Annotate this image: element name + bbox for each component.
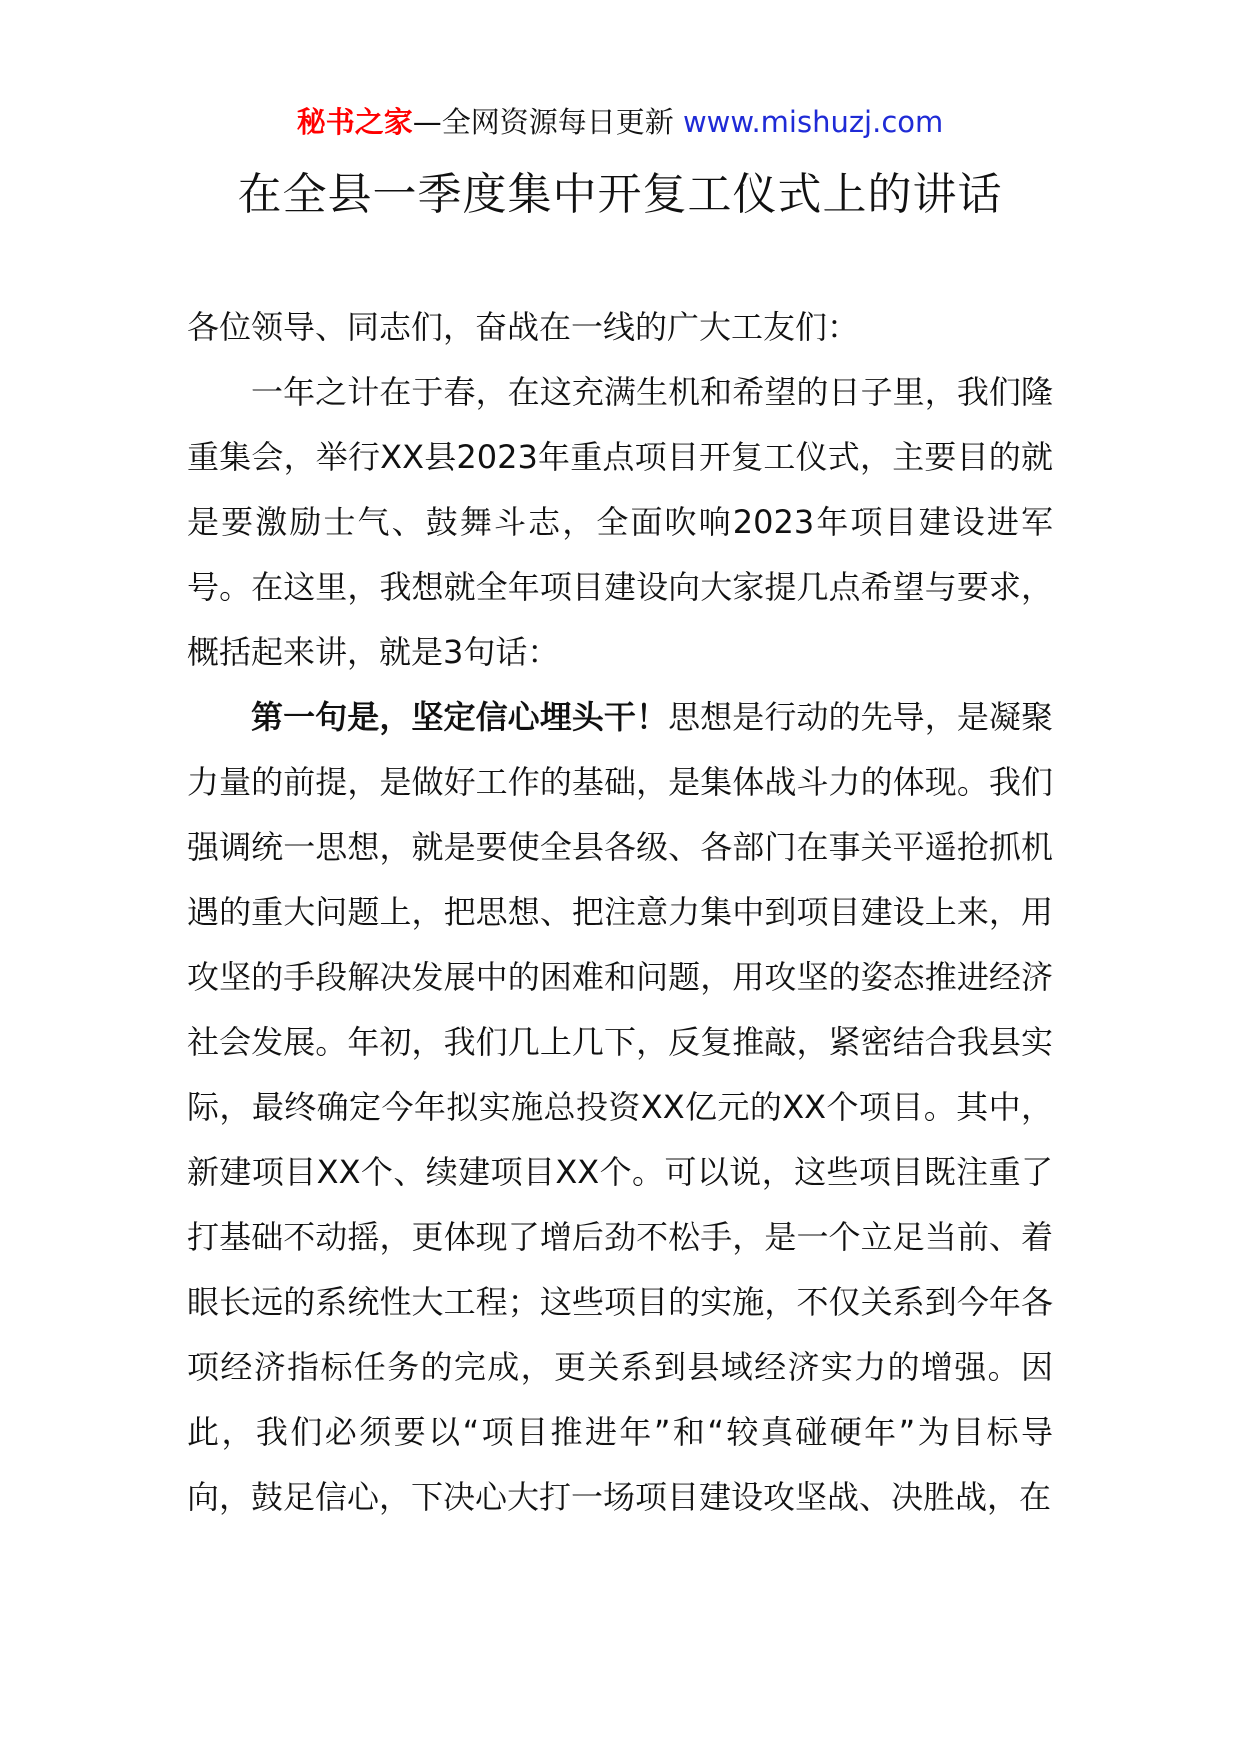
paragraph-opening: 一年之计在于春，在这充满生机和希望的日子里，我们隆重集会，举行XX县2023年重点项目开复工仪式，主要目的就是要激励士气、鼓舞斗志，全面吹响2023年项目建设进军号。在这里，我想就全年项目建设向大家提几点希望与要求，概括起来讲，就是3句话： bbox=[187, 373, 1053, 671]
site-header bbox=[0, 102, 1240, 142]
site-brand: 秘书之家 bbox=[296, 105, 413, 139]
first-point-text: 思想是行动的先导，是凝聚力量的前提，是做好工作的基础，是集体战斗力的体现。我们强调统一思想，就是要使全县各级、各部门在事关平遥抢抓机遇的重大问题上，把思想、把注意力集中到项目建设上来，用攻坚的手段解决发展中的困难和问题，用攻坚的姿态推进经济社会发展。年初，我们几上几下，反复推敲，紧密结合我县实际，最终确定今年拟实施总投资XX亿元的XX个项目。其中，新建项目XX个、续建项目XX个。可以说，这些项目既注重了打基础不动摇，更体现了增后劲不松手，是一个立足当前、着眼长远的系统性大工程；这些项目的实施，不仅关系到今年各项经济指标任务的完成，更关系到县域经济实力的增强。因此，我们必须要以“项目推进年”和“较真碰硬年”为目标导向，鼓足信心，下决心大打一场项目建设攻坚战、决胜战，在 bbox=[187, 698, 1053, 1516]
document-title: 在全县一季度集中开复工仪式上的讲话 bbox=[237, 169, 1003, 220]
site-url-link[interactable]: www.mishuzj.com bbox=[682, 105, 944, 139]
site-tagline: —全网资源每日更新 bbox=[412, 105, 674, 139]
document-body bbox=[187, 295, 1053, 1530]
salutation: 各位领导、同志们，奋战在一线的广大工友们： bbox=[187, 308, 860, 346]
first-point-heading: 第一句是，坚定信心埋头干！ bbox=[251, 698, 669, 736]
paragraph-first-point bbox=[187, 685, 1053, 1530]
